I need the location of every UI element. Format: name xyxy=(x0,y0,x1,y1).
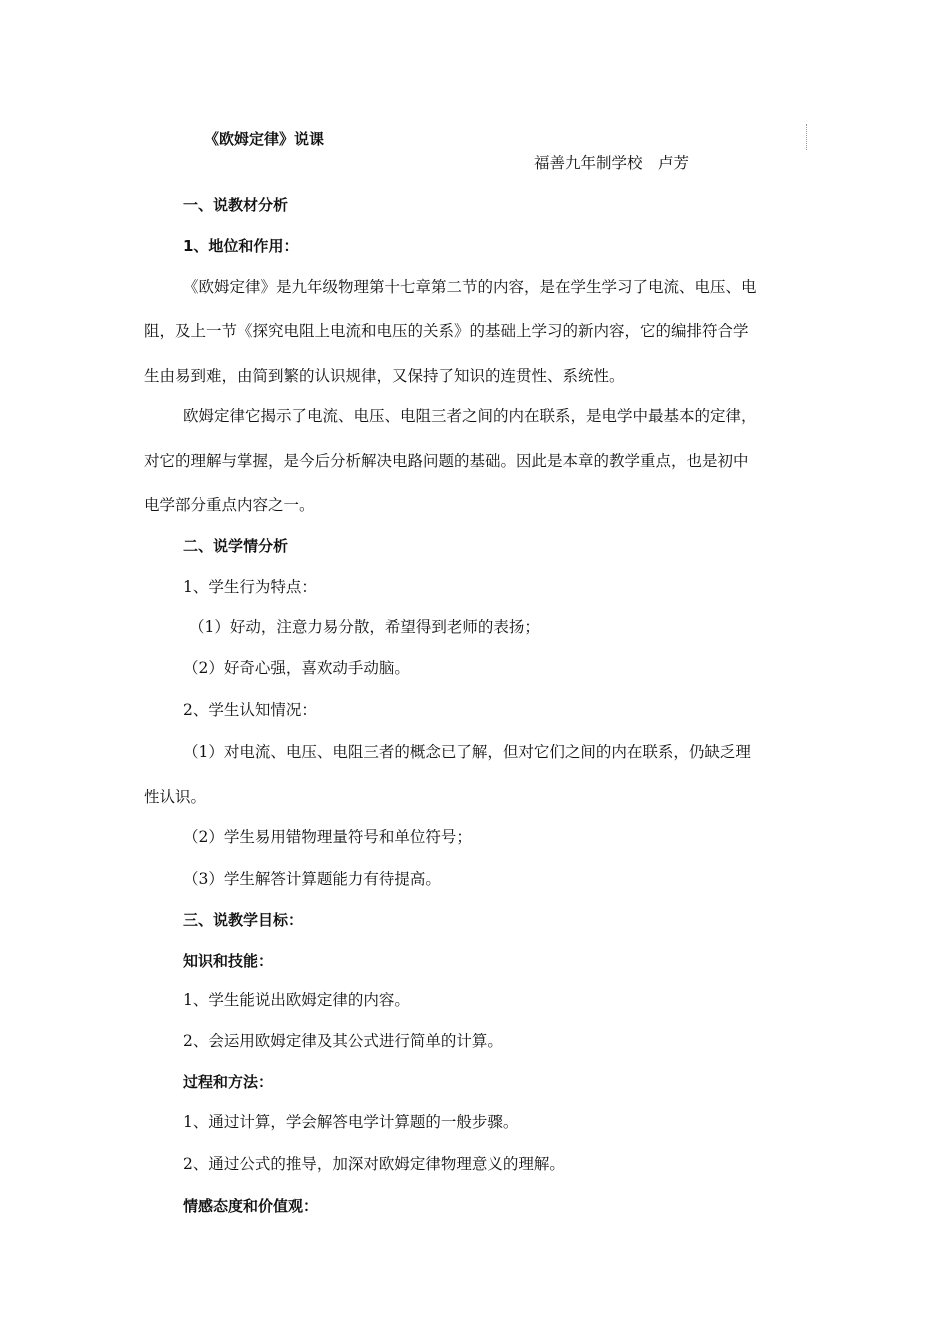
paragraph-line: 2、通过公式的推导，加深对欧姆定律物理意义的理解。 xyxy=(183,1155,565,1173)
paragraph-line: （1）对电流、电压、电阻三者的概念已了解，但对它们之间的内在联系，仍缺乏理 xyxy=(183,743,751,761)
section-heading: 三、说教学目标： xyxy=(183,911,304,929)
paragraph-line: （3）学生解答计算题能力有待提高。 xyxy=(183,870,441,888)
paragraph-line: 1、通过计算，学会解答电学计算题的一般步骤。 xyxy=(183,1113,519,1131)
section-heading: 一、说教材分析 xyxy=(183,196,289,214)
paragraph-line: 2、学生认知情况： xyxy=(183,701,317,719)
paragraph-line: 生由易到难，由简到繁的认识规律，又保持了知识的连贯性、系统性。 xyxy=(144,367,625,385)
paragraph-line: 《欧姆定律》是九年级物理第十七章第二节的内容，是在学生学习了电流、电压、电 xyxy=(183,278,757,296)
paragraph-line: （2）好奇心强，喜欢动手动脑。 xyxy=(183,659,410,677)
subsection-heading: 1、地位和作用： xyxy=(183,237,299,255)
paragraph-line: 2、会运用欧姆定律及其公式进行简单的计算。 xyxy=(183,1032,503,1050)
subsection-heading: 知识和技能： xyxy=(183,952,274,970)
margin-corner-mark xyxy=(806,124,807,150)
subsection-heading: 情感态度和价值观： xyxy=(183,1197,319,1215)
paragraph-line: （2）学生易用错物理量符号和单位符号； xyxy=(183,828,472,846)
doc-title: 《欧姆定律》说课 xyxy=(204,130,325,148)
paragraph-line: 1、学生行为特点： xyxy=(183,578,317,596)
paragraph-line: 对它的理解与掌握，是今后分析解决电路问题的基础。因此是本章的教学重点，也是初中 xyxy=(144,452,749,470)
paragraph-line: 欧姆定律它揭示了电流、电压、电阻三者之间的内在联系，是电学中最基本的定律， xyxy=(183,407,757,425)
paragraph-line: 电学部分重点内容之一。 xyxy=(144,496,315,514)
paragraph-line: 阻，及上一节《探究电阻上电流和电压的关系》的基础上学习的新内容，它的编排符合学 xyxy=(144,322,749,340)
paragraph-line: 性认识。 xyxy=(144,788,207,806)
paragraph-line: （1）好动，注意力易分散，希望得到老师的表扬； xyxy=(189,618,540,636)
doc-author: 福善九年制学校 卢芳 xyxy=(534,154,690,172)
paragraph-line: 1、学生能说出欧姆定律的内容。 xyxy=(183,991,410,1009)
section-heading: 二、说学情分析 xyxy=(183,537,289,555)
subsection-heading: 过程和方法： xyxy=(183,1073,274,1091)
